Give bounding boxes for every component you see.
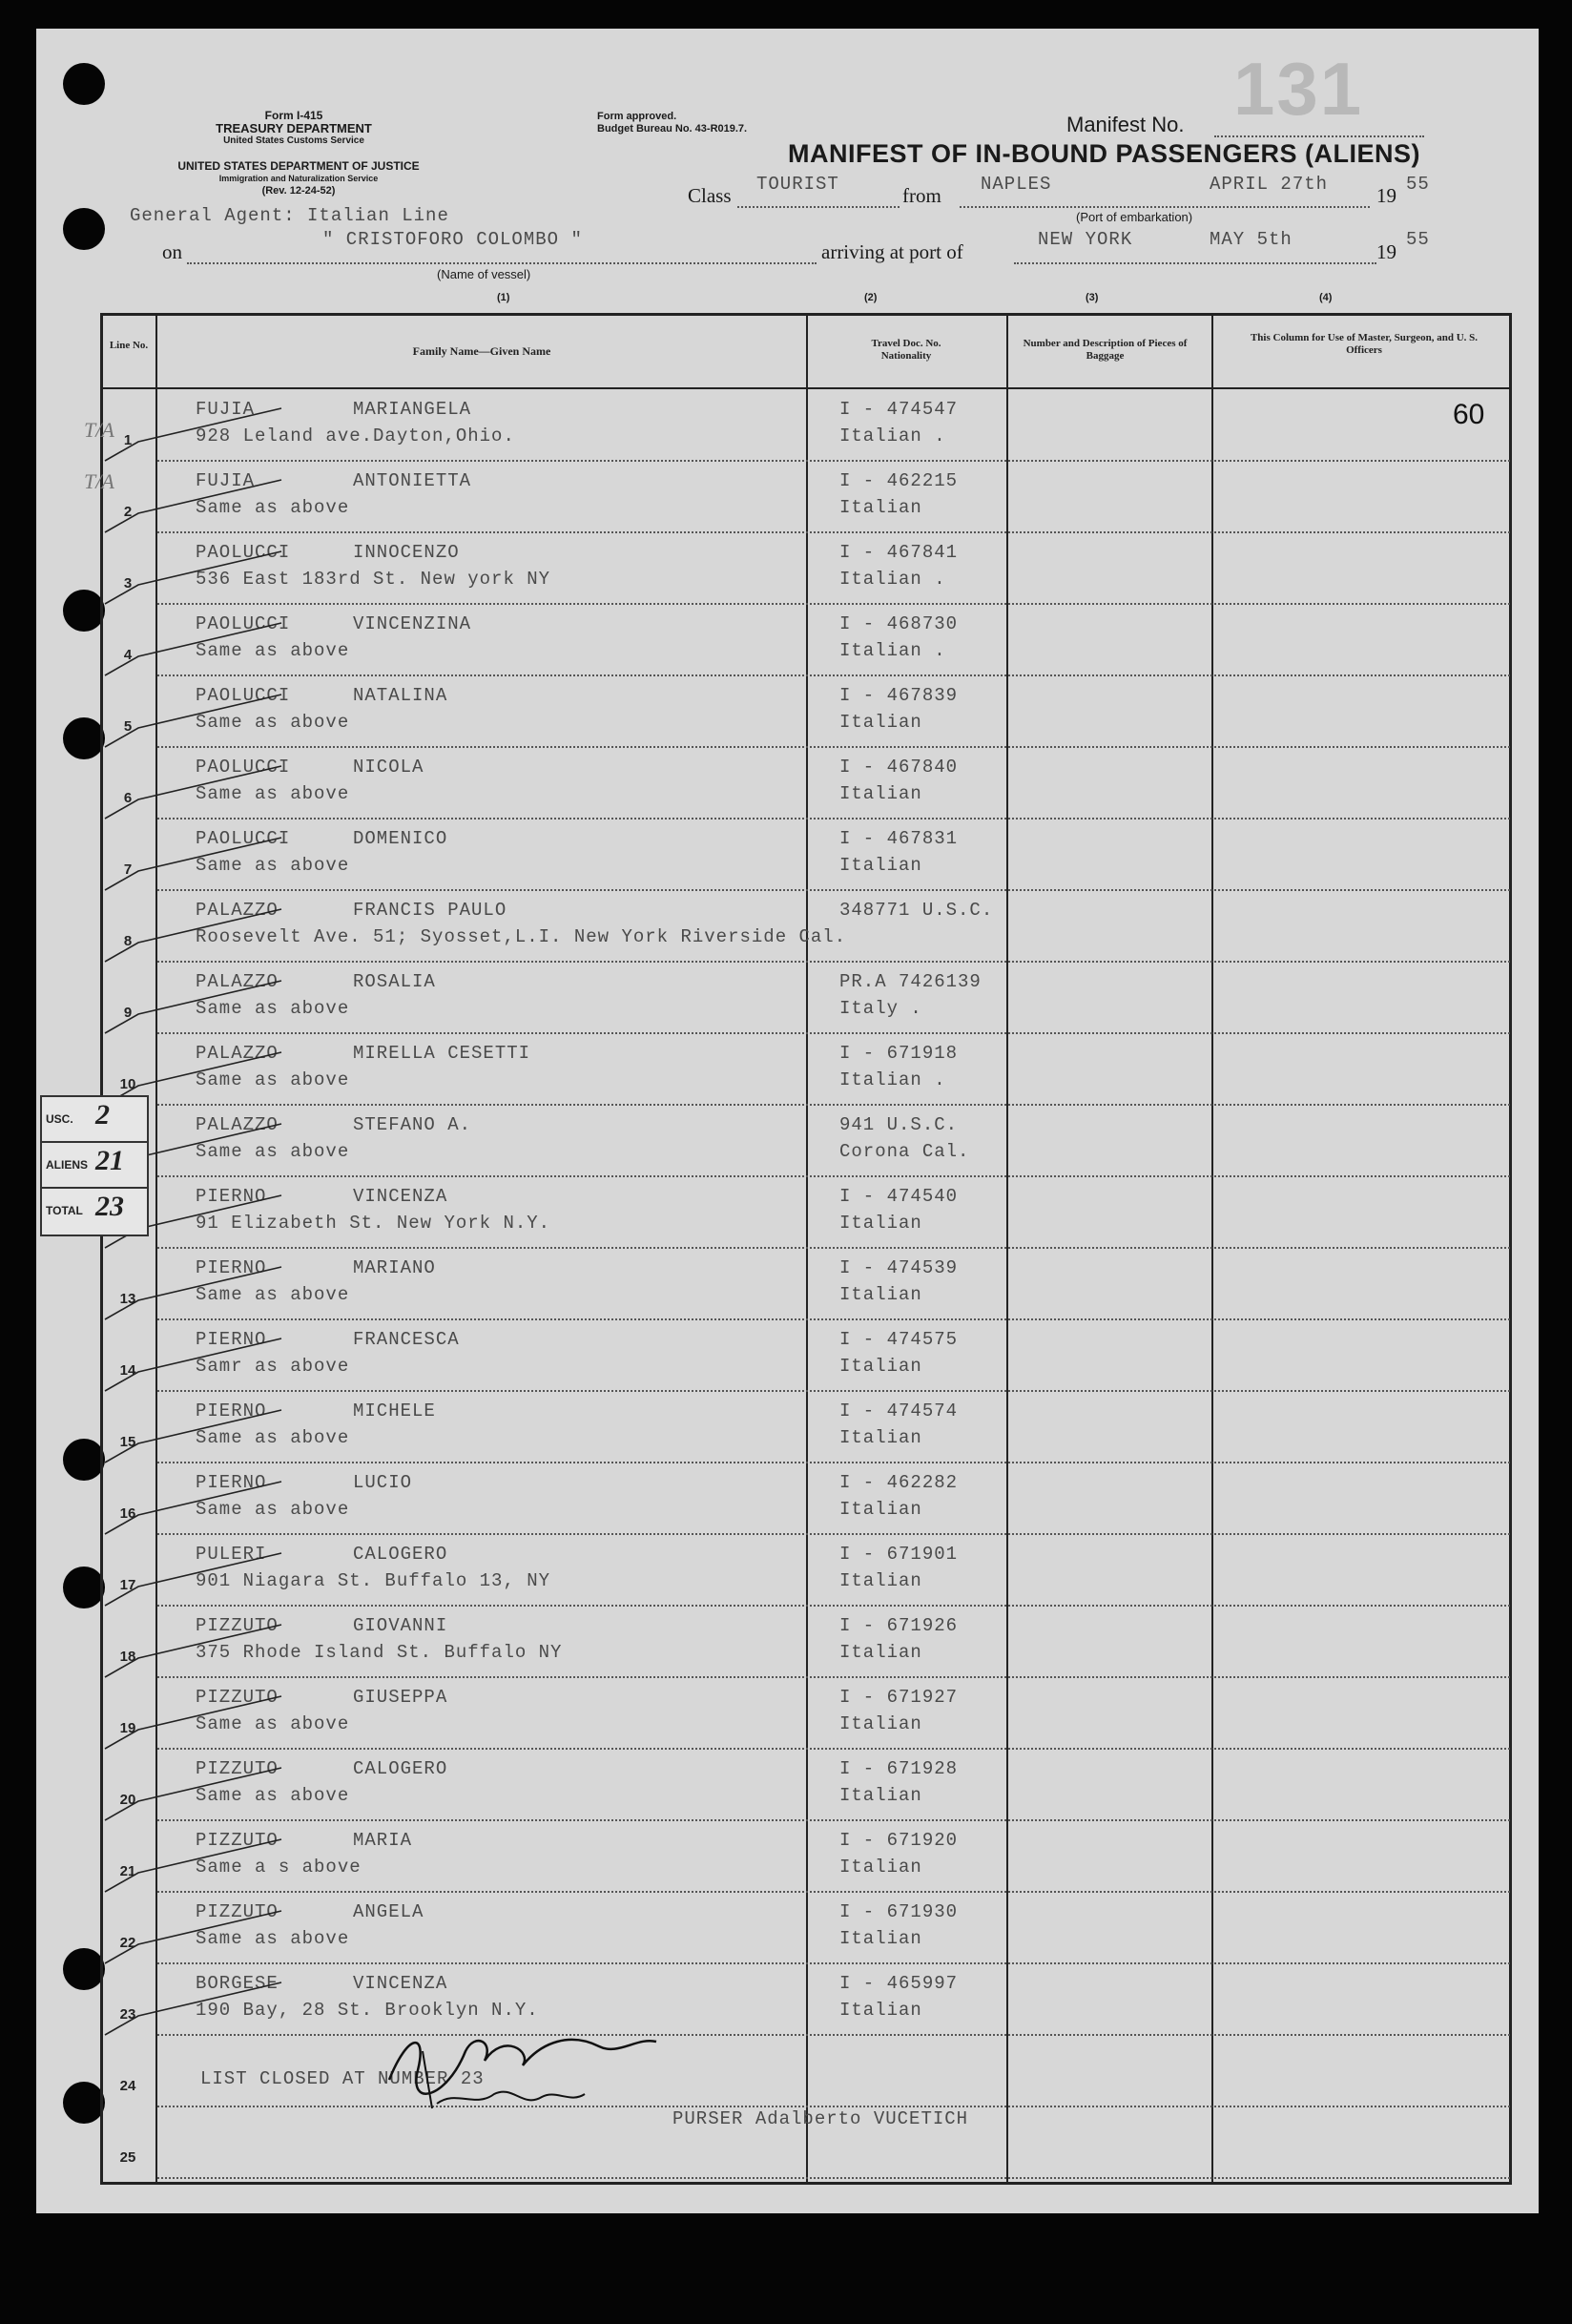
table-row bbox=[100, 532, 1512, 604]
embark-date: APRIL 27th bbox=[1210, 174, 1329, 195]
family-name: PIZZUTO bbox=[196, 1830, 279, 1851]
given-name: CALOGERO bbox=[353, 1544, 448, 1565]
tally-aliens-label: ALIENS bbox=[46, 1158, 89, 1172]
address: Same as above bbox=[196, 497, 350, 518]
given-name: VINCENZINA bbox=[353, 613, 472, 634]
tally-usc-label: USC. bbox=[46, 1112, 73, 1126]
table-row bbox=[100, 1176, 1512, 1248]
travel-doc-number: I - 671927 bbox=[839, 1687, 959, 1708]
family-name: PIERNO bbox=[196, 1329, 267, 1350]
travel-doc-number: I - 671926 bbox=[839, 1615, 959, 1636]
nationality: Italian bbox=[839, 497, 922, 518]
given-name: STEFANO A. bbox=[353, 1114, 472, 1135]
given-name: MICHELE bbox=[353, 1401, 436, 1421]
family-name: PIZZUTO bbox=[196, 1687, 279, 1708]
arriving-label: arriving at port of bbox=[821, 240, 963, 263]
family-name: PAOLUCCI bbox=[196, 613, 291, 634]
nationality: Italian bbox=[839, 1570, 922, 1591]
given-name: MARIANO bbox=[353, 1257, 436, 1278]
nationality: Italian . bbox=[839, 640, 946, 661]
table-row bbox=[100, 1391, 1512, 1463]
given-name: MARIANGELA bbox=[353, 399, 472, 420]
nationality: Italian . bbox=[839, 1069, 946, 1090]
nationality: Italian bbox=[839, 1642, 922, 1663]
table-row bbox=[100, 1606, 1512, 1677]
address: Same as above bbox=[196, 1427, 350, 1448]
tally-aliens-value: 21 bbox=[95, 1145, 124, 1176]
travel-doc-number: I - 462282 bbox=[839, 1472, 959, 1493]
given-name: CALOGERO bbox=[353, 1758, 448, 1779]
line-number: 13 bbox=[119, 1291, 136, 1307]
table-row bbox=[100, 1105, 1512, 1176]
margin-mark: T/A bbox=[84, 469, 114, 493]
travel-doc-number: I - 474547 bbox=[839, 399, 959, 420]
tally-usc-value: 2 bbox=[95, 1099, 110, 1131]
passenger-table bbox=[100, 313, 1512, 2185]
line-number: 15 bbox=[119, 1434, 136, 1450]
travel-doc-number: I - 474539 bbox=[839, 1257, 959, 1278]
travel-doc-number: I - 474574 bbox=[839, 1401, 959, 1421]
vessel-caption: (Name of vessel) bbox=[437, 267, 531, 281]
family-name: PULERI bbox=[196, 1544, 267, 1565]
nationality: Italian bbox=[839, 1785, 922, 1806]
address: Same as above bbox=[196, 1069, 350, 1090]
punch-hole bbox=[63, 63, 105, 105]
form-number: Form I-415 bbox=[264, 109, 323, 122]
punch-hole bbox=[63, 717, 105, 759]
travel-doc-number: 348771 U.S.C. bbox=[839, 900, 994, 921]
table-row bbox=[100, 1248, 1512, 1319]
family-name: PIERNO bbox=[196, 1401, 267, 1421]
address: Same as above bbox=[196, 1713, 350, 1734]
travel-doc-number: I - 467839 bbox=[839, 685, 959, 706]
table-row bbox=[100, 1463, 1512, 1534]
tally-total bbox=[40, 1187, 149, 1236]
family-name: FUJIA bbox=[196, 399, 256, 420]
line-number: 5 bbox=[123, 718, 133, 735]
table-row bbox=[100, 1892, 1512, 1963]
nationality: Italian bbox=[839, 783, 922, 804]
given-name: MIRELLA CESETTI bbox=[353, 1043, 531, 1064]
table-row bbox=[100, 1033, 1512, 1105]
address: Samr as above bbox=[196, 1356, 350, 1377]
family-name: PAOLUCCI bbox=[196, 757, 291, 778]
general-agent: General Agent: Italian Line bbox=[130, 205, 449, 226]
nationality: Italian bbox=[839, 2000, 922, 2021]
travel-doc-number: I - 671918 bbox=[839, 1043, 959, 1064]
family-name: PAOLUCCI bbox=[196, 542, 291, 563]
tally-usc bbox=[40, 1095, 149, 1145]
from-label: from bbox=[902, 184, 941, 207]
table-row bbox=[100, 1820, 1512, 1892]
punch-hole bbox=[63, 1567, 105, 1608]
punch-hole bbox=[63, 2082, 105, 2124]
given-name: NICOLA bbox=[353, 757, 424, 778]
nationality: Corona Cal. bbox=[839, 1141, 970, 1162]
family-name: PIERNO bbox=[196, 1186, 267, 1207]
travel-doc-number: PR.A 7426139 bbox=[839, 971, 982, 992]
given-name: MARIA bbox=[353, 1830, 413, 1851]
manifest-title: MANIFEST OF IN-BOUND PASSENGERS (ALIENS) bbox=[788, 139, 1421, 168]
line-number: 19 bbox=[119, 1720, 136, 1736]
travel-doc-number: 941 U.S.C. bbox=[839, 1114, 959, 1135]
arrival-port: NEW YORK bbox=[1038, 229, 1133, 250]
family-name: PALAZZO bbox=[196, 1043, 279, 1064]
address: 901 Niagara St. Buffalo 13, NY bbox=[196, 1570, 551, 1591]
nationality: Italian bbox=[839, 712, 922, 733]
travel-doc-number: I - 474575 bbox=[839, 1329, 959, 1350]
address: Same as above bbox=[196, 783, 350, 804]
travel-doc-number: I - 671930 bbox=[839, 1901, 959, 1922]
line-number: 22 bbox=[119, 1935, 136, 1951]
treasury-dept: TREASURY DEPARTMENT bbox=[216, 121, 372, 135]
address: 928 Leland ave.Dayton,Ohio. bbox=[196, 425, 515, 446]
col-head-baggage: Number and Description of Pieces of Baggage bbox=[1023, 338, 1188, 362]
punch-hole bbox=[63, 1948, 105, 1990]
line-number: 9 bbox=[123, 1005, 133, 1021]
tally-aliens bbox=[40, 1141, 149, 1191]
col-head-officers: This Column for Use of Master, Surgeon, and U. S. Officers bbox=[1250, 332, 1479, 356]
col-num-2: (2) bbox=[864, 292, 878, 303]
address: Same as above bbox=[196, 1785, 350, 1806]
nationality: Italian bbox=[839, 1928, 922, 1949]
line-number: 23 bbox=[119, 2006, 136, 2023]
travel-doc-number: I - 467840 bbox=[839, 757, 959, 778]
given-name: FRANCIS PAULO bbox=[353, 900, 507, 921]
travel-doc-number: I - 474540 bbox=[839, 1186, 959, 1207]
nationality: Italian bbox=[839, 1284, 922, 1305]
embark-port: NAPLES bbox=[981, 174, 1052, 195]
class-value: TOURIST bbox=[756, 174, 839, 195]
line-number: 18 bbox=[119, 1649, 136, 1665]
punch-hole bbox=[63, 1439, 105, 1481]
given-name: VINCENZA bbox=[353, 1973, 448, 1994]
given-name: LUCIO bbox=[353, 1472, 413, 1493]
budget-bureau: Budget Bureau No. 43-R019.7. bbox=[597, 123, 748, 135]
table-row bbox=[100, 819, 1512, 890]
col-head-doc: Travel Doc. No. Nationality bbox=[871, 338, 941, 362]
given-name: INNOCENZO bbox=[353, 542, 460, 563]
address: Same as above bbox=[196, 998, 350, 1019]
travel-doc-number: I - 462215 bbox=[839, 470, 959, 491]
family-name: PIERNO bbox=[196, 1257, 267, 1278]
punch-hole bbox=[63, 208, 105, 250]
given-name: ROSALIA bbox=[353, 971, 436, 992]
table-row bbox=[100, 890, 1512, 962]
address: Same as above bbox=[196, 712, 350, 733]
given-name: VINCENZA bbox=[353, 1186, 448, 1207]
address: 91 Elizabeth St. New York N.Y. bbox=[196, 1213, 551, 1234]
line-number: 7 bbox=[123, 861, 133, 878]
approval-block bbox=[597, 111, 747, 135]
form-approved: Form approved. bbox=[597, 111, 677, 122]
line-number: 4 bbox=[123, 647, 133, 663]
table-row bbox=[100, 1319, 1512, 1391]
arrival-date: MAY 5th bbox=[1210, 229, 1293, 250]
travel-doc-number: I - 671920 bbox=[839, 1830, 959, 1851]
family-name: PIZZUTO bbox=[196, 1901, 279, 1922]
given-name: FRANCESCA bbox=[353, 1329, 460, 1350]
address: Same a s above bbox=[196, 1857, 362, 1878]
address: Same as above bbox=[196, 1284, 350, 1305]
address: Same as above bbox=[196, 1499, 350, 1520]
line-number: 17 bbox=[119, 1577, 136, 1593]
travel-doc-number: I - 671928 bbox=[839, 1758, 959, 1779]
embark-year: 55 bbox=[1406, 174, 1430, 195]
family-name: PIZZUTO bbox=[196, 1615, 279, 1636]
line-number: 14 bbox=[119, 1362, 136, 1379]
ins-service: Immigration and Naturalization Service bbox=[218, 174, 379, 183]
line-number: 6 bbox=[123, 790, 133, 806]
given-name: NATALINA bbox=[353, 685, 448, 706]
family-name: PAOLUCCI bbox=[196, 828, 291, 849]
nationality: Italian . bbox=[839, 425, 946, 446]
given-name: GIUSEPPA bbox=[353, 1687, 448, 1708]
arrival-year: 55 bbox=[1406, 229, 1430, 250]
manifest-no-label: Manifest No. bbox=[1066, 113, 1185, 136]
address: Same as above bbox=[196, 1928, 350, 1949]
justice-block bbox=[155, 160, 442, 197]
given-name: GIOVANNI bbox=[353, 1615, 448, 1636]
family-name: BORGESE bbox=[196, 1973, 279, 1994]
list-closed-note: LIST CLOSED AT NUMBER 23 bbox=[200, 2068, 485, 2089]
line-number: 10 bbox=[119, 1076, 136, 1092]
line-number: 25 bbox=[119, 2149, 136, 2166]
table-row bbox=[100, 1963, 1512, 2035]
manifest-sheet bbox=[36, 29, 1539, 2213]
col-num-3: (3) bbox=[1086, 292, 1099, 303]
tally-total-value: 23 bbox=[95, 1191, 124, 1222]
officer-note: 60 bbox=[1453, 399, 1485, 430]
on-label: on bbox=[162, 240, 182, 263]
col-head-line: Line No. bbox=[109, 340, 149, 351]
col-head-name: Family Name—Given Name bbox=[412, 344, 551, 358]
tally-total-label: TOTAL bbox=[46, 1204, 83, 1217]
line-number: 3 bbox=[123, 575, 133, 591]
nationality: Italian bbox=[839, 1499, 922, 1520]
col-num-4: (4) bbox=[1319, 292, 1333, 303]
table-row bbox=[100, 1534, 1512, 1606]
nationality: Italian . bbox=[839, 569, 946, 590]
nationality: Italian bbox=[839, 855, 922, 876]
family-name: FUJIA bbox=[196, 470, 256, 491]
nationality: Italian bbox=[839, 1427, 922, 1448]
address: Roosevelt Ave. 51; Syosset,L.I. New York Riverside Cal. bbox=[196, 926, 847, 947]
customs-service: United States Customs Service bbox=[223, 135, 364, 146]
given-name: ANGELA bbox=[353, 1901, 424, 1922]
family-name: PAOLUCCI bbox=[196, 685, 291, 706]
table-row bbox=[100, 389, 1512, 461]
line-number: 2 bbox=[123, 504, 133, 520]
travel-doc-number: I - 671901 bbox=[839, 1544, 959, 1565]
nationality: Italian bbox=[839, 1213, 922, 1234]
line-number: 1 bbox=[123, 432, 133, 448]
travel-doc-number: I - 465997 bbox=[839, 1973, 959, 1994]
vessel-name: " CRISTOFORO COLOMBO " bbox=[322, 229, 583, 250]
address: 190 Bay, 28 St. Brooklyn N.Y. bbox=[196, 2000, 539, 2021]
nationality: Italy . bbox=[839, 998, 922, 1019]
table-row bbox=[100, 1749, 1512, 1820]
family-name: PIERNO bbox=[196, 1472, 267, 1493]
signature bbox=[380, 2013, 666, 2118]
table-row bbox=[100, 461, 1512, 532]
revision-date: (Rev. 12-24-52) bbox=[261, 185, 336, 197]
line-number: 24 bbox=[119, 2078, 136, 2094]
table-row bbox=[100, 962, 1512, 1033]
address: 536 East 183rd St. New york NY bbox=[196, 569, 551, 590]
address: Same as above bbox=[196, 640, 350, 661]
travel-doc-number: I - 467831 bbox=[839, 828, 959, 849]
class-label: Class bbox=[688, 184, 732, 207]
manifest-stamp: 131 bbox=[1233, 47, 1364, 131]
line-number: 20 bbox=[119, 1792, 136, 1808]
given-name: DOMENICO bbox=[353, 828, 448, 849]
table-row bbox=[100, 604, 1512, 675]
address: 375 Rhode Island St. Buffalo NY bbox=[196, 1642, 563, 1663]
nationality: Italian bbox=[839, 1857, 922, 1878]
family-name: PIZZUTO bbox=[196, 1758, 279, 1779]
form-header-left bbox=[179, 110, 408, 147]
address: Same as above bbox=[196, 855, 350, 876]
col-num-1: (1) bbox=[497, 292, 510, 303]
line-number: 16 bbox=[119, 1505, 136, 1522]
travel-doc-number: I - 467841 bbox=[839, 542, 959, 563]
justice-dept: UNITED STATES DEPARTMENT OF JUSTICE bbox=[177, 159, 420, 173]
table-row bbox=[100, 747, 1512, 819]
line-number: 8 bbox=[123, 933, 133, 949]
table-row bbox=[100, 675, 1512, 747]
year-prefix-2: 19 bbox=[1376, 240, 1396, 263]
table-row bbox=[100, 1677, 1512, 1749]
given-name: ANTONIETTA bbox=[353, 470, 472, 491]
punch-hole bbox=[63, 590, 105, 632]
family-name: PALAZZO bbox=[196, 1114, 279, 1135]
line-number: 21 bbox=[119, 1863, 136, 1879]
margin-mark: T/A bbox=[84, 418, 114, 442]
nationality: Italian bbox=[839, 1713, 922, 1734]
nationality: Italian bbox=[839, 1356, 922, 1377]
address: Same as above bbox=[196, 1141, 350, 1162]
port-embark-caption: (Port of embarkation) bbox=[1076, 210, 1193, 224]
year-prefix: 19 bbox=[1376, 184, 1396, 207]
family-name: PALAZZO bbox=[196, 900, 279, 921]
travel-doc-number: I - 468730 bbox=[839, 613, 959, 634]
purser-note: PURSER Adalberto VUCETICH bbox=[672, 2108, 969, 2129]
family-name: PALAZZO bbox=[196, 971, 279, 992]
